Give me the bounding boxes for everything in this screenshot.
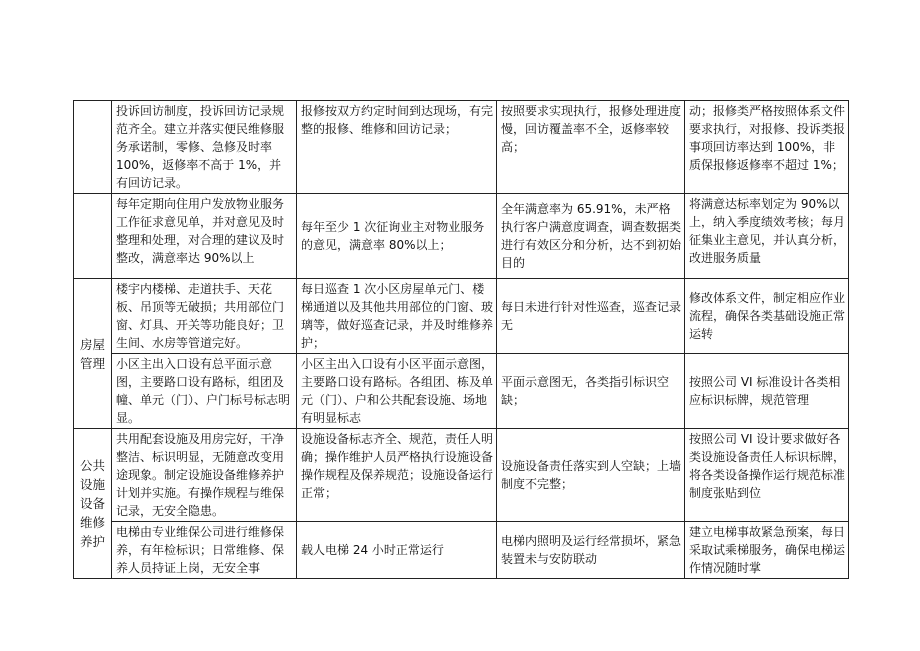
status-cell: 平面示意图无，各类指引标识空缺；: [497, 354, 685, 429]
category-cell: [74, 101, 112, 194]
category-cell: [74, 194, 112, 279]
standard-cell: 电梯由专业维保公司进行维修保养，有年检标识；日常维修、保养人员持证上岗，无安全事: [112, 522, 297, 579]
measure-cell: 按照公司 VI 标准设计各类相应标识标牌，规范管理: [685, 354, 849, 429]
target-cell: 小区主出入口设有小区平面示意图，主要路口设有路标。各组团、栋及单元（门）、户和公共配套设施、场地有明显标志: [297, 354, 497, 429]
target-cell: 设施设备标志齐全、规范，责任人明确；操作维护人员严格执行设施设备操作规程及保养规范；设施设备运行正常；: [297, 429, 497, 522]
target-cell: 每年至少 1 次征询业主对物业服务的意见，满意率 80%以上；: [297, 194, 497, 279]
status-cell: 电梯内照明及运行经常损坏，紧急装置未与安防联动: [497, 522, 685, 579]
target-cell: 载人电梯 24 小时正常运行: [297, 522, 497, 579]
category-cell-facilities: 公共设施设备维修养护: [74, 429, 112, 579]
status-cell: 按照要求实现执行，报修处理进度慢，回访覆盖率不全，返修率较高；: [497, 101, 685, 194]
status-cell: 设施设备责任落实到人空缺；上墙制度不完整；: [497, 429, 685, 522]
measure-cell: 将满意达标率划定为 90%以上，纳入季度绩效考核；每月征集业主意见，并认真分析，改进服务质量: [685, 194, 849, 279]
service-standards-table: [73, 100, 849, 579]
table-row: [74, 354, 849, 429]
measure-cell: 建立电梯事故紧急预案，每日采取试乘梯服务，确保电梯运作情况随时掌: [685, 522, 849, 579]
standard-cell: 每年定期向住用户发放物业服务工作征求意见单，并对意见及时整理和处理，对合理的建议及时整改，满意率达 90%以上: [112, 194, 297, 279]
standard-cell: 共用配套设施及用房完好，干净整洁、标识明显，无随意改变用途现象。制定设施设备维修养护计划并实施。有操作规程与维保记录，无安全隐患。: [112, 429, 297, 522]
status-cell: 每日未进行针对性巡查，巡查记录无: [497, 279, 685, 354]
category-cell-housing: 房屋管理: [74, 279, 112, 429]
standard-cell: 小区主出入口设有总平面示意图，主要路口设有路标，组团及幢、单元（门）、户门标号标志明显。: [112, 354, 297, 429]
target-cell: 每日巡查 1 次小区房屋单元门、楼梯通道以及其他共用部位的门窗、玻璃等，做好巡查记录，并及时维修养护；: [297, 279, 497, 354]
measure-cell: 动；报修类严格按照体系文件要求执行，对报修、投诉类报事项回访率达到 100%，非质保报修返修率不超过 1%；: [685, 101, 849, 194]
table-row: [74, 279, 849, 354]
standard-cell: 投诉回访制度，投诉回访记录规范齐全。建立并落实便民维修服务承诺制，零修、急修及时率 100%，返修率不高于 1%，并有回访记录。: [112, 101, 297, 194]
measure-cell: 修改体系文件，制定相应作业流程，确保各类基础设施正常运转: [685, 279, 849, 354]
table-row: [74, 101, 849, 194]
table-row: [74, 194, 849, 279]
target-cell: 报修按双方约定时间到达现场，有完整的报修、维修和回访记录；: [297, 101, 497, 194]
standard-cell: 楼宇内楼梯、走道扶手、天花板、吊顶等无破损；共用部位门窗、灯具、开关等功能良好；卫生间、水房等管道完好。: [112, 279, 297, 354]
table-row: [74, 429, 849, 522]
table-row: [74, 522, 849, 579]
status-cell: 全年满意率为 65.91%，未严格执行客户满意度调查，调查数据类进行有效区分和分析，达不到初始目的: [497, 194, 685, 279]
measure-cell: 按照公司 VI 设计要求做好各类设施设备责任人标识标牌，将各类设备操作运行规范标准制度张贴到位: [685, 429, 849, 522]
